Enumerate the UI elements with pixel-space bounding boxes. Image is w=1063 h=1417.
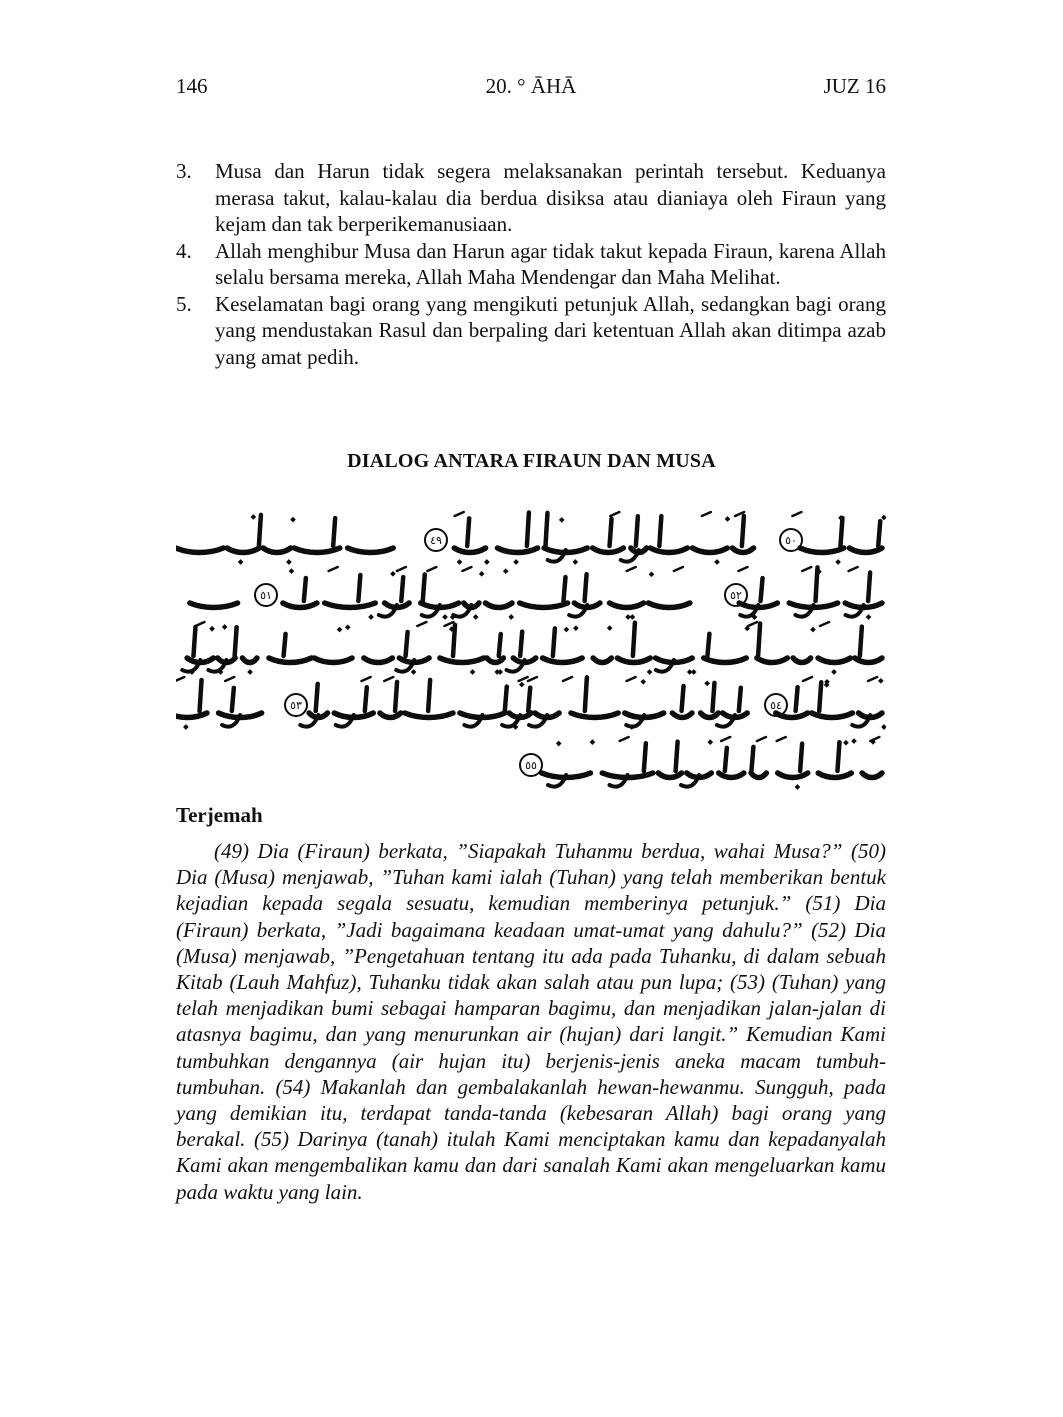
list-item-number: 3. (176, 159, 192, 183)
list-item (176, 291, 886, 371)
page-header (176, 74, 886, 104)
verse-marker (255, 584, 277, 606)
chapter-title: 20. ° ĀHĀ (485, 74, 577, 98)
arabic-verses-image (176, 498, 886, 803)
translation-text: (49) Dia (Firaun) berkata, ”Siapakah Tuhanmu berdua, wahai Musa?” (50) Dia (Musa) menjawab, ”Tuhan kami ialah (Tuhan) yang telah memberikan bentuk kejadian kepada segala sesuatu, kemudian memberinya petunjuk.” (51) Dia (Firaun) berkata, ”Jadi bagaimana keadaan umat-umat yang dahulu?” (52) Dia (Musa) menjawab, ”Pengetahuan tentang itu ada pada Tuhanku, di dalam sebuah Kitab (Lauh Mahfuz), Tuhanku tidak akan salah atau pun lupa; (53) (Tuhan) yang telah menjadikan bumi sebagai hamparan bagimu, dan menjadikan jalan-jalan di atasnya bagimu, dan yang menurunkan air (hujan) dari langit.” Kemudian Kami tumbuhkan dengannya (air hujan itu) berjenis-jenis aneka macam tumbuh-tumbuhan. (54) Makanlah dan gembalakanlah hewan-hewanmu. Sungguh, pada yang demikian itu, terdapat tanda-tanda (kebesaran Allah) bagi orang yang berakal. (55) Darinya (tanah) itulah Kami menciptakan kamu dan kepadanyalah Kami akan mengembalikan kamu dan dari sanalah Kami akan mengeluarkan kamu pada waktu yang lain. (176, 839, 886, 1204)
verse-marker (780, 529, 802, 551)
lesson-list (176, 158, 886, 370)
verse-marker (520, 754, 542, 776)
svg-text:٥٥: ٥٥ (525, 759, 537, 772)
list-item-text: Allah menghibur Musa dan Harun agar tidak takut kepada Firaun, karena Allah selalu bersama mereka, Allah Maha Mendengar dan Maha Melihat. (215, 238, 886, 289)
verse-marker (725, 584, 747, 606)
list-item (176, 238, 886, 291)
svg-text:٥٤: ٥٤ (770, 699, 782, 712)
svg-text:٥١: ٥١ (260, 589, 272, 602)
arabic-calligraphy (176, 498, 886, 803)
svg-text:٥٣: ٥٣ (290, 699, 302, 712)
list-item-number: 4. (176, 238, 192, 263)
list-item-text: Musa dan Harun tidak segera melaksanakan perintah tersebut. Keduanya merasa takut, kalau-kalau dia berdua disiksa atau dianiaya oleh Firaun yang kejam dan tak berperikemanusiaan. (215, 159, 886, 236)
list-item (176, 158, 886, 238)
terjemah-heading: Terjemah (176, 803, 263, 827)
juz-label: JUZ 16 (823, 74, 886, 98)
svg-text:٥٢: ٥٢ (730, 589, 742, 602)
verse-marker (425, 529, 447, 551)
svg-text:٥٠: ٥٠ (785, 534, 797, 547)
list-item-text: Keselamatan bagi orang yang mengikuti petunjuk Allah, sedangkan bagi orang yang mendustakan Rasul dan berpaling dari ketentuan Allah akan ditimpa azab yang amat pedih. (215, 291, 886, 369)
verse-marker (285, 694, 307, 716)
page-number: 146 (176, 74, 208, 98)
svg-text:٤٩: ٤٩ (430, 534, 442, 547)
arabic-line (182, 622, 882, 675)
arabic-line (542, 737, 882, 790)
arabic-line (190, 567, 882, 620)
section-title: DIALOG ANTARA FIRAUN DAN MUSA (347, 450, 716, 472)
list-item-number: 5. (176, 291, 192, 316)
